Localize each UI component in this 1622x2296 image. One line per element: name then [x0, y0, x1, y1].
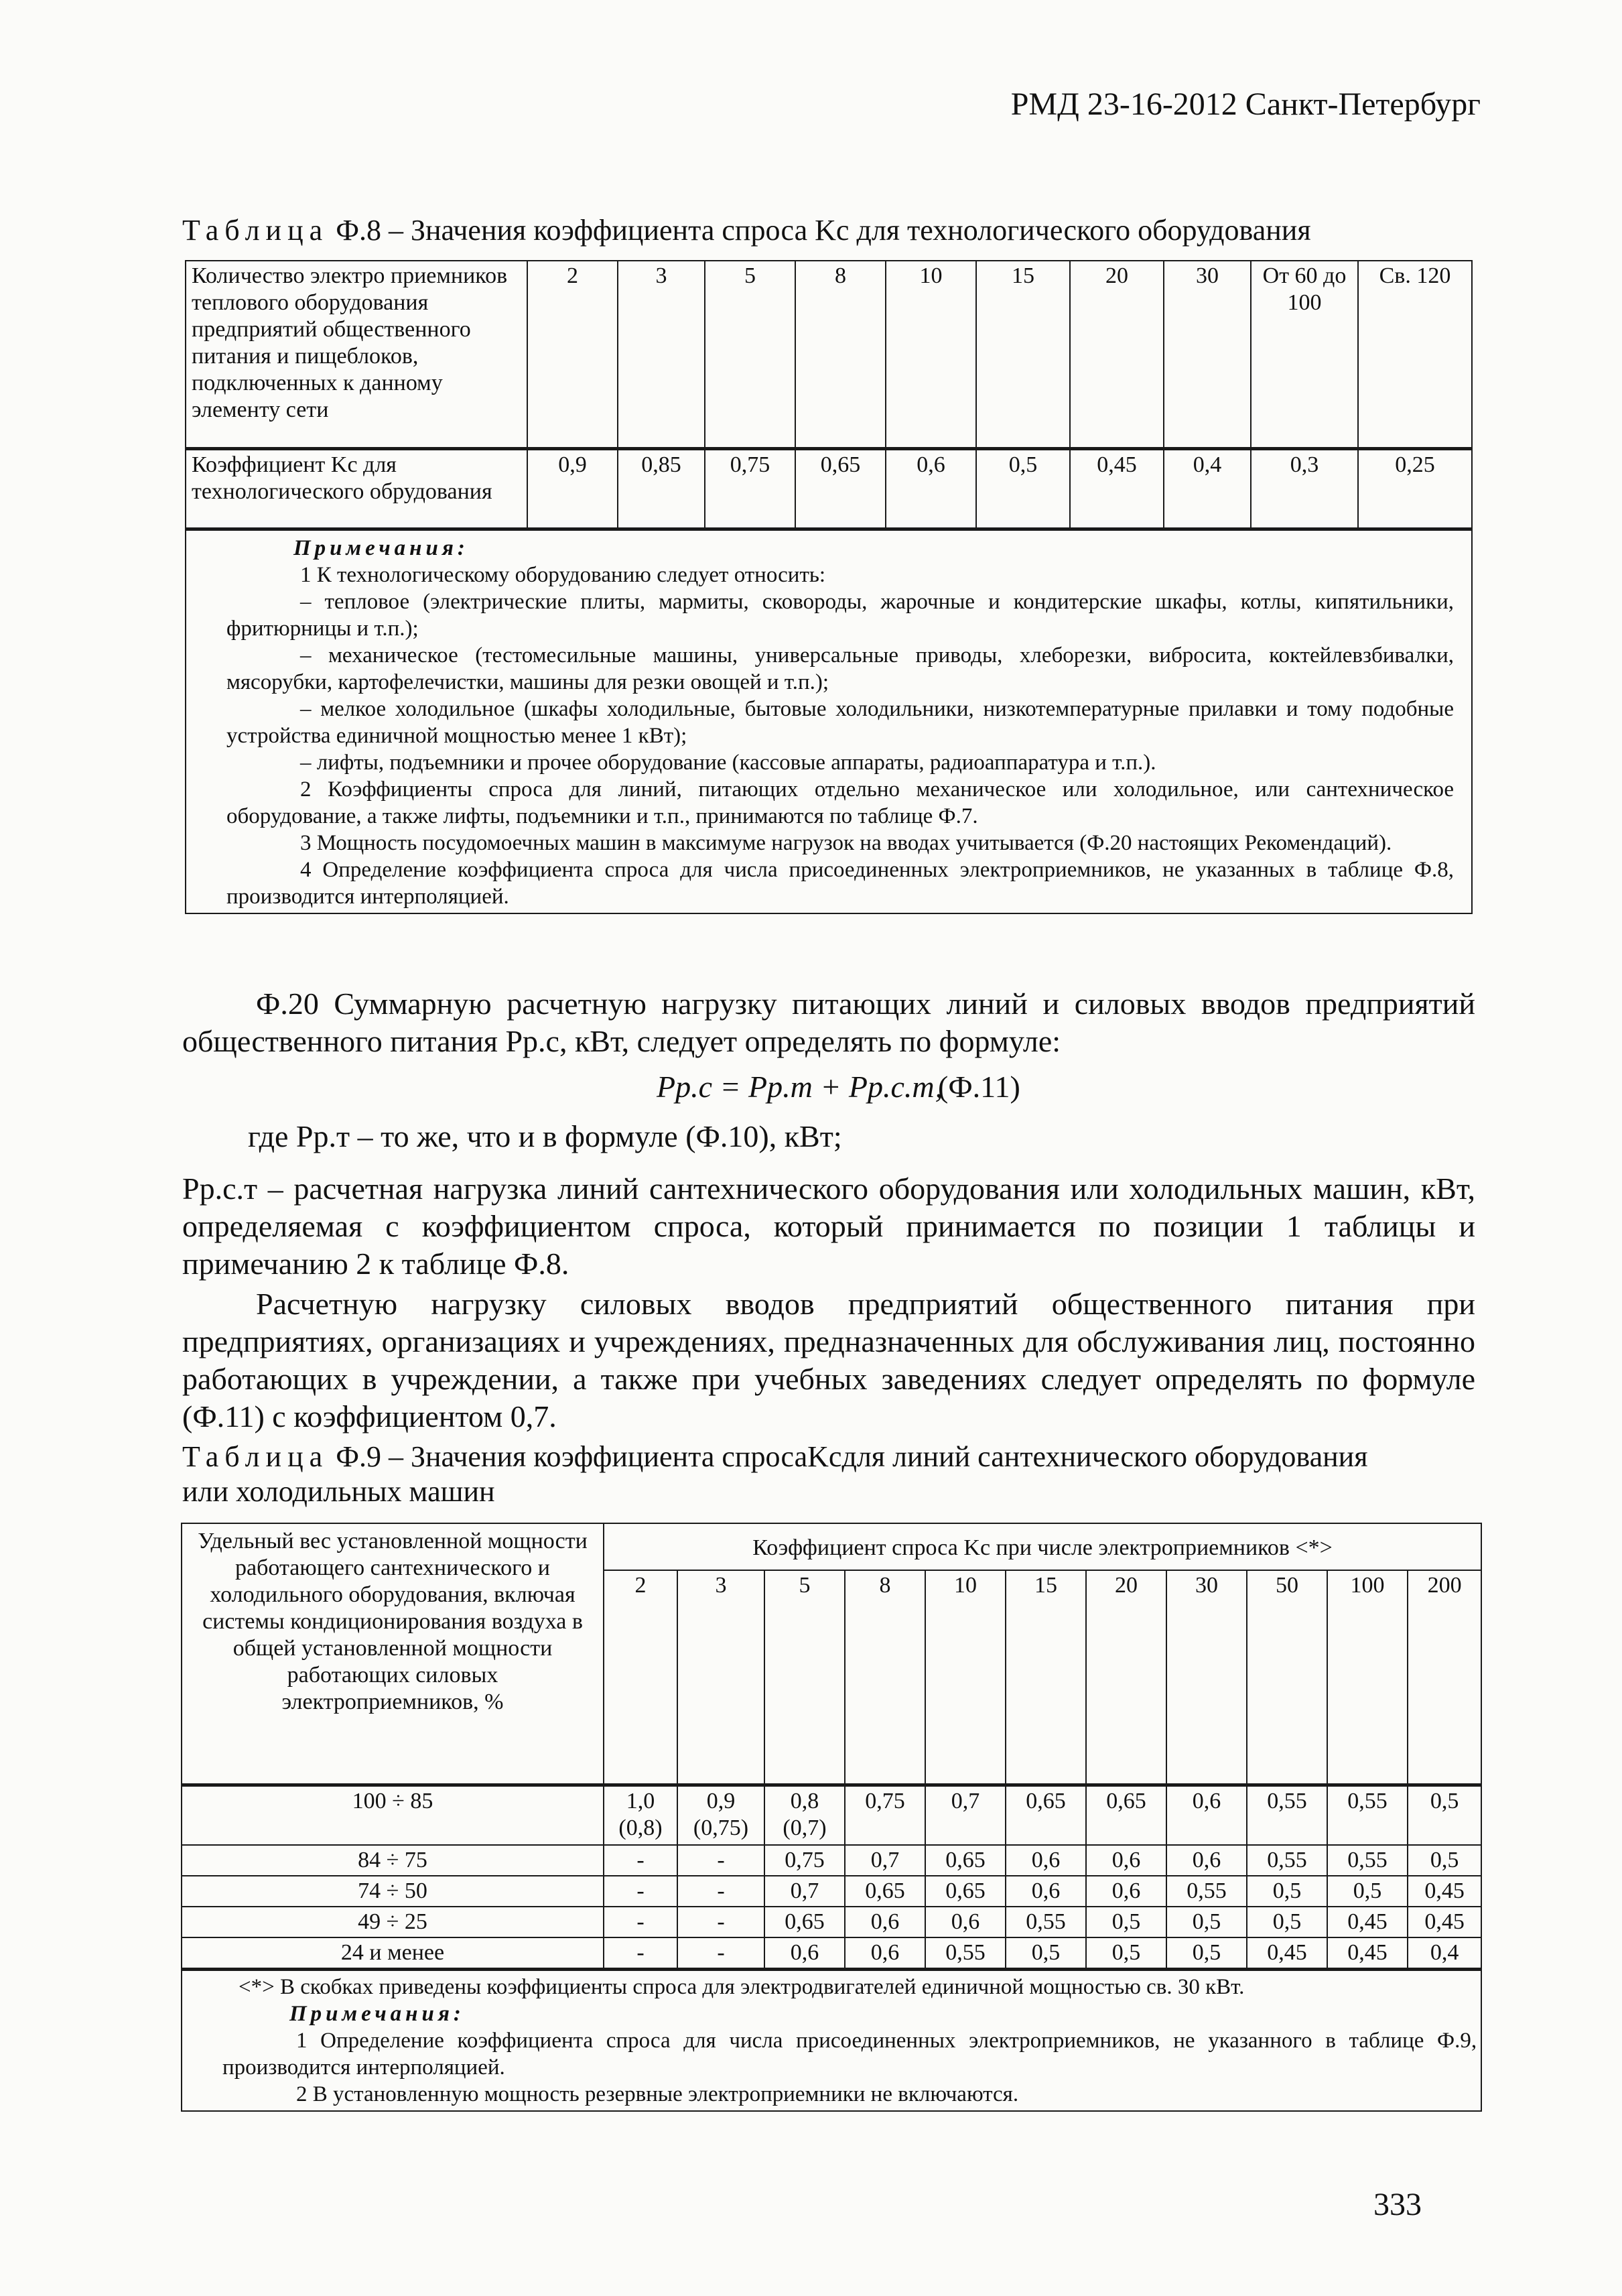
- table9-row: [182, 1907, 1481, 1937]
- table8-notes: [186, 529, 1472, 913]
- table9-count: 10: [925, 1570, 1006, 1785]
- table8-coef: 0,4: [1164, 448, 1251, 529]
- table8-notes-row: [186, 529, 1472, 913]
- table9-count: 100: [1327, 1570, 1408, 1785]
- table9-notes: [182, 1970, 1481, 2112]
- formula-f11: Pр.с = Pр.т + Pр.с.т,: [657, 1070, 943, 1104]
- table8-caption-text: Ф.8 – Значения коэффициента спроса Kс для технологического оборудования: [328, 214, 1311, 247]
- table9-row: [182, 1937, 1481, 1970]
- table9-cell: 0,5: [1166, 1907, 1247, 1937]
- table9-notes-row: [182, 1970, 1481, 2112]
- table9-cell: 0,65: [925, 1845, 1006, 1876]
- paragraph-f20: Ф.20 Суммарную расчетную нагрузку питающих линий и силовых вводов предприятий общественного питания Pр.с, кВт, следует определять по формуле:: [182, 986, 1475, 1058]
- table9-cell: 0,55: [925, 1937, 1006, 1970]
- table8-coef: 0,85: [618, 448, 705, 529]
- table9-cell: -: [677, 1876, 764, 1907]
- table9-caption-text: Ф.9 – Значения коэффициента спросаKсдля линий сантехнического оборудования: [328, 1440, 1368, 1473]
- table9-cell: 0,55: [1166, 1876, 1247, 1907]
- section-f20: [182, 985, 1475, 1060]
- table9-cell: 0,5: [1086, 1907, 1166, 1937]
- table9-cell: 0,6: [1006, 1845, 1086, 1876]
- table9-cell: 0,4: [1408, 1937, 1481, 1970]
- table9-count: 30: [1166, 1570, 1247, 1785]
- table8-caption: [182, 213, 1311, 247]
- table8-count: 15: [976, 261, 1070, 448]
- table9-count: 3: [677, 1570, 764, 1785]
- table8-coef: 0,75: [705, 448, 795, 529]
- table9-cell: 0,5: [1327, 1876, 1408, 1907]
- table8-row1-label: Количество электро приемников теплового оборудования предприятий общественного питания и пищеблоков, подключенных к данному элементу сети: [186, 261, 527, 448]
- table9-cell: 0,6: [1166, 1785, 1247, 1845]
- formula-number: (Ф.11): [938, 1070, 1020, 1104]
- table8-row-coefs: [186, 448, 1472, 529]
- table8-coef: 0,6: [886, 448, 976, 529]
- table9-header-row: [182, 1523, 1481, 1570]
- table9-cell: 0,65: [1006, 1785, 1086, 1845]
- table8-count: 20: [1070, 261, 1164, 448]
- table9-cell: 0,6: [1086, 1876, 1166, 1907]
- table9-cell: 0,55: [1327, 1785, 1408, 1845]
- table9-count: 2: [604, 1570, 677, 1785]
- table8-coef: 0,5: [976, 448, 1070, 529]
- table8-count: Св. 120: [1358, 261, 1472, 448]
- table8-count: 8: [795, 261, 886, 448]
- table8-note: 1 К технологическому оборудованию следует относить:: [300, 562, 826, 587]
- table8-count: 10: [886, 261, 976, 448]
- table9-cell: 0,75: [845, 1785, 925, 1845]
- table9-cell: 0,75: [764, 1845, 845, 1876]
- table9-left-header: Удельный вес установленной мощности работающего сантехнического и холодильного оборудования, включая системы кондиционирования воздуха в общей установленной мощности работающих силовых электроприемников, %: [182, 1523, 604, 1785]
- table8-count: 5: [705, 261, 795, 448]
- table9-notes-heading: Примечания:: [289, 2002, 465, 2026]
- table9-cell: 1,0 (0,8): [604, 1785, 677, 1845]
- table9-row-label: 74 ÷ 50: [182, 1876, 604, 1907]
- table9-cell: 0,7: [764, 1876, 845, 1907]
- table8-note: 3 Мощность посудомоечных машин в максимуме нагрузок на вводах учитывается (Ф.20 настоящих Рекомендаций).: [300, 830, 1392, 855]
- table8-coef: 0,25: [1358, 448, 1472, 529]
- table9-row-label: 84 ÷ 75: [182, 1845, 604, 1876]
- table8-count: 2: [527, 261, 618, 448]
- table9-cell: -: [677, 1907, 764, 1937]
- table9-cell: 0,6: [1086, 1845, 1166, 1876]
- table9-row: [182, 1876, 1481, 1907]
- table9-cell: 0,45: [1408, 1907, 1481, 1937]
- table9-cell: 0,9 (0,75): [677, 1785, 764, 1845]
- table9-cell: 0,55: [1247, 1785, 1327, 1845]
- table9-cell: 0,65: [925, 1876, 1006, 1907]
- table9-cell: 0,55: [1247, 1845, 1327, 1876]
- table9-cell: 0,5: [1247, 1876, 1327, 1907]
- table9-cell: 0,6: [1006, 1876, 1086, 1907]
- table9-cell: 0,5: [1408, 1785, 1481, 1845]
- table8-coef: 0,45: [1070, 448, 1164, 529]
- table9-cell: 0,5: [1166, 1937, 1247, 1970]
- formula-where: где Pр.т – то же, что и в формуле (Ф.10), кВт;: [248, 1119, 842, 1153]
- table8-coef: 0,65: [795, 448, 886, 529]
- table9-count: 5: [764, 1570, 845, 1785]
- table9-caption-line2: или холодильных машин: [182, 1475, 495, 1508]
- table9-row-label: 49 ÷ 25: [182, 1907, 604, 1937]
- table9-cell: 0,6: [925, 1907, 1006, 1937]
- table9-group-header: Коэффициент спроса Kс при числе электроприемников <*>: [604, 1523, 1481, 1570]
- table9-cell: 0,65: [845, 1876, 925, 1907]
- table9-cell: 0,65: [1086, 1785, 1166, 1845]
- table9-cell: 0,6: [764, 1937, 845, 1970]
- table8-caption-word: Таблица: [182, 214, 329, 247]
- table9-row: [182, 1845, 1481, 1876]
- table9-caption: [182, 1440, 1367, 1474]
- table9-cell: 0,45: [1327, 1907, 1408, 1937]
- table9-cell: -: [604, 1937, 677, 1970]
- table9-cell: 0,55: [1006, 1907, 1086, 1937]
- table9-cell: 0,6: [845, 1937, 925, 1970]
- paragraph-vvody: [182, 1285, 1475, 1436]
- table9-cell: 0,65: [764, 1907, 845, 1937]
- table8-note: – механическое (тестомесильные машины, универсальные приводы, хлеборезки, вибросита, коктейлевзбивалки, мясорубки, картофелечистки, машины для резки овощей и т.п.);: [226, 643, 1454, 694]
- table-f8: [185, 260, 1473, 914]
- table9-cell: -: [677, 1845, 764, 1876]
- table9-cell: 0,5: [1086, 1937, 1166, 1970]
- table8-note: – лифты, подъемники и прочее оборудование (кассовые аппараты, радиоаппаратура и т.п.).: [300, 750, 1156, 775]
- table9-cell: -: [604, 1876, 677, 1907]
- table9-caption-word: Таблица: [182, 1440, 329, 1473]
- table9-cell: 0,45: [1327, 1937, 1408, 1970]
- table8-note: – тепловое (электрические плиты, мармиты, сковороды, жарочные и кондитерские шкафы, котлы, кипятильники, фритюрницы и т.п.);: [226, 589, 1454, 641]
- table9-count: 20: [1086, 1570, 1166, 1785]
- table9-footnote: <*> В скобках приведены коэффициенты спроса для электродвигателей единичной мощностью св. 30 кВт.: [239, 1975, 1245, 1999]
- page-number: 333: [1373, 2187, 1422, 2222]
- table9-cell: 0,6: [845, 1907, 925, 1937]
- table9-count: 50: [1247, 1570, 1327, 1785]
- table8-row-counts: [186, 261, 1472, 448]
- table8-count: 30: [1164, 261, 1251, 448]
- table9-cell: -: [677, 1937, 764, 1970]
- table8-note: – мелкое холодильное (шкафы холодильные, бытовые холодильники, низкотемпературные прилавки и тому подобные устройства единичной мощностью менее 1 кВт);: [226, 696, 1454, 748]
- table8-count: 3: [618, 261, 705, 448]
- table8-note: 2 Коэффициенты спроса для линий, питающих отдельно механическое или холодильное, или сантехническое оборудование, а также лифты, подъемники и т.п., принимаются по таблице Ф.7.: [226, 777, 1454, 828]
- table9-count: 200: [1408, 1570, 1481, 1785]
- table9-note: 1 Определение коэффициента спроса для числа присоединенных электроприемников, не указанного в таблице Ф.9, производится интерполяцией.: [222, 2029, 1477, 2080]
- table9-cell: 0,5: [1408, 1845, 1481, 1876]
- paragraph-vvody-text: Расчетную нагрузку силовых вводов предприятий общественного питания при предприятиях, организациях и учреждениях, предназначенных для обслуживания лиц, постоянно работающих в учреждении, а также при учебных заведениях следует определять по формуле (Ф.11) с коэффициентом 0,7.: [182, 1287, 1475, 1433]
- table9-row: [182, 1785, 1481, 1845]
- table9-cell: 0,7: [925, 1785, 1006, 1845]
- document-header: РМД 23-16-2012 Санкт-Петербург: [1010, 86, 1481, 122]
- table8-note: 4 Определение коэффициента спроса для числа присоединенных электроприемников, не указанных в таблице Ф.8, производится интерполяцией.: [226, 857, 1454, 909]
- table8-notes-heading: Примечания:: [293, 535, 469, 560]
- table9-count: 15: [1006, 1570, 1086, 1785]
- table9-cell: 0,45: [1408, 1876, 1481, 1907]
- table9-cell: 0,5: [1247, 1907, 1327, 1937]
- table-f9: [181, 1523, 1482, 2112]
- table9-row-label: 24 и менее: [182, 1937, 604, 1970]
- table8-coef: 0,3: [1251, 448, 1358, 529]
- table8-coef: 0,9: [527, 448, 618, 529]
- table9-cell: 0,6: [1166, 1845, 1247, 1876]
- table9-cell: 0,7: [845, 1845, 925, 1876]
- paragraph-prst: Pр.с.т – расчетная нагрузка линий сантехнического оборудования или холодильных машин, кВт, определяемая с коэффициентом спроса, который принимается по позиции 1 таблицы и примечанию 2 к таблице Ф.8.: [182, 1171, 1475, 1281]
- table8-count: От 60 до 100: [1251, 261, 1358, 448]
- table9-cell: -: [604, 1845, 677, 1876]
- table9-cell: -: [604, 1907, 677, 1937]
- table9-count: 8: [845, 1570, 925, 1785]
- table9-note: 2 В установленную мощность резервные электроприемники не включаются.: [296, 2082, 1019, 2106]
- table9-row-label: 100 ÷ 85: [182, 1785, 604, 1845]
- table9-cell: 0,45: [1247, 1937, 1327, 1970]
- table9-cell: 0,8 (0,7): [764, 1785, 845, 1845]
- table8-row2-label: Коэффициент Kс для технологического обрудования: [186, 448, 527, 529]
- table9-cell: 0,55: [1327, 1845, 1408, 1876]
- table9-cell: 0,5: [1006, 1937, 1086, 1970]
